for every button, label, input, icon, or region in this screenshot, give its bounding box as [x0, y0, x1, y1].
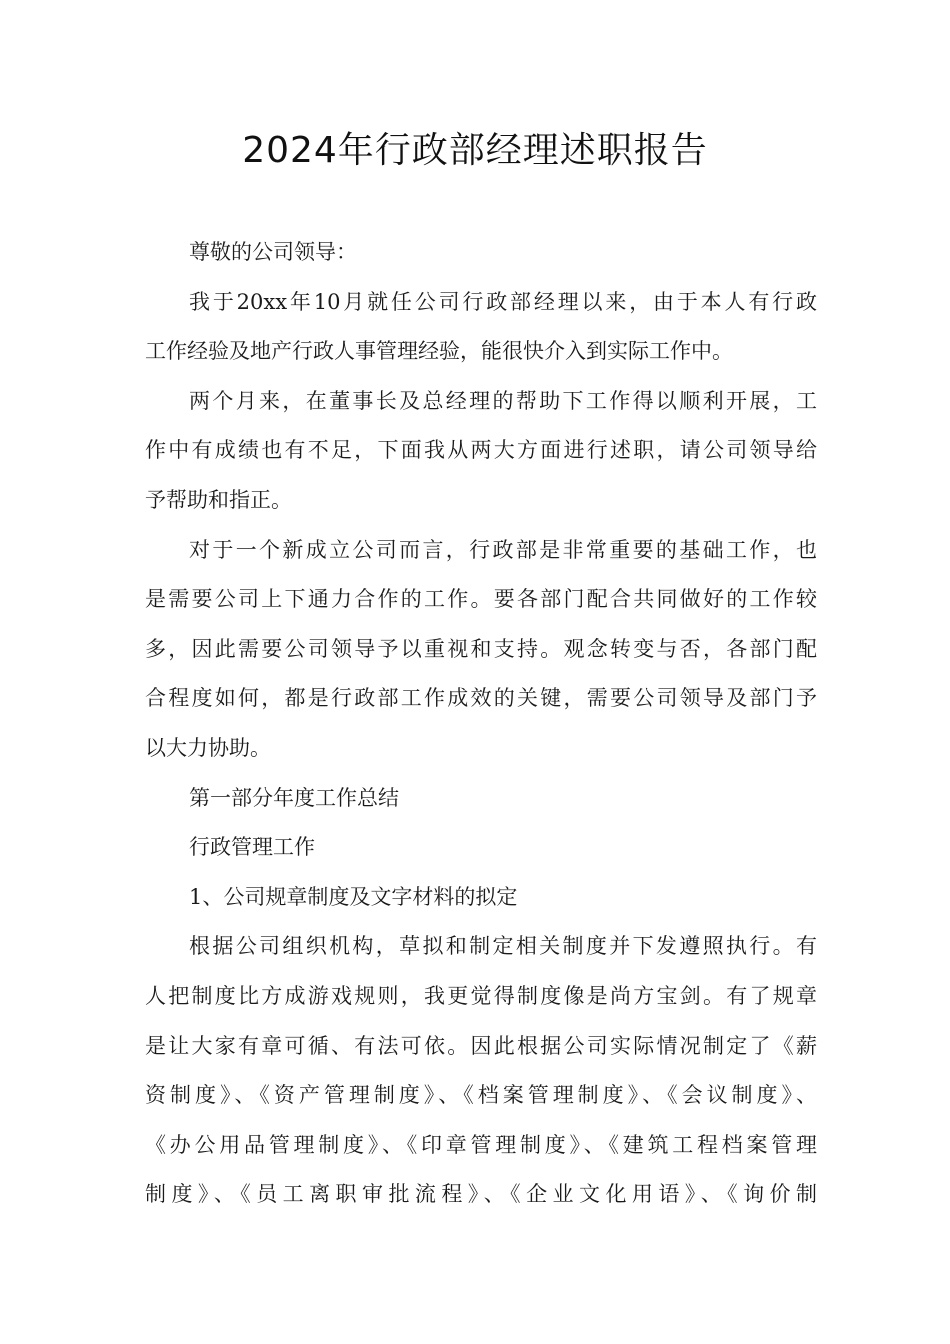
- salutation-line: 尊敬的公司领导：: [189, 240, 357, 264]
- paragraph-line: 是需要公司上下通力合作的工作。要各部门配合共同做好的工作较: [145, 587, 817, 612]
- paragraph-line: 《办公用品管理制度》、《印章管理制度》、《建筑工程档案管理: [145, 1132, 817, 1157]
- paragraph-line: 以大力协助。: [145, 735, 271, 760]
- paragraph-line: 多，因此需要公司领导予以重视和支持。观念转变与否，各部门配: [145, 636, 817, 661]
- paragraph-line: 制度》、《员工离职审批流程》、《企业文化用语》、《询价制: [145, 1182, 817, 1207]
- paragraph-line: 资制度》、《资产管理制度》、《档案管理制度》、《会议制度》、: [145, 1083, 817, 1108]
- paragraph-line: 人把制度比方成游戏规则，我更觉得制度像是尚方宝剑。有了规章: [145, 983, 817, 1008]
- paragraph-line: 作中有成绩也有不足，下面我从两大方面进行述职，请公司领导给: [145, 438, 817, 463]
- paragraph-line: 是让大家有章可循、有法可依。因此根据公司实际情况制定了《薪: [145, 1033, 817, 1058]
- paragraph-line: 工作经验及地产行政人事管理经验，能很快介入到实际工作中。: [145, 339, 733, 364]
- document-title: 2024年行政部经理述职报告: [242, 130, 708, 171]
- document-body: [145, 228, 817, 1220]
- paragraph-line: 我于20xx年10月就任公司行政部经理以来，由于本人有行政: [189, 289, 817, 314]
- section-heading: 第一部分年度工作总结: [189, 785, 399, 810]
- paragraph-line: 予帮助和指正。: [145, 487, 292, 512]
- subsection-heading: 行政管理工作: [189, 835, 315, 860]
- paragraph-line: 合程度如何，都是行政部工作成效的关键，需要公司领导及部门予: [145, 686, 817, 711]
- paragraph-line: 两个月来，在董事长及总经理的帮助下工作得以顺利开展，工: [189, 388, 817, 413]
- item-heading: 1、公司规章制度及文字材料的拟定: [189, 884, 518, 909]
- paragraph-line: 对于一个新成立公司而言，行政部是非常重要的基础工作，也: [189, 537, 817, 562]
- paragraph-line: 根据公司组织机构，草拟和制定相关制度并下发遵照执行。有: [189, 934, 817, 959]
